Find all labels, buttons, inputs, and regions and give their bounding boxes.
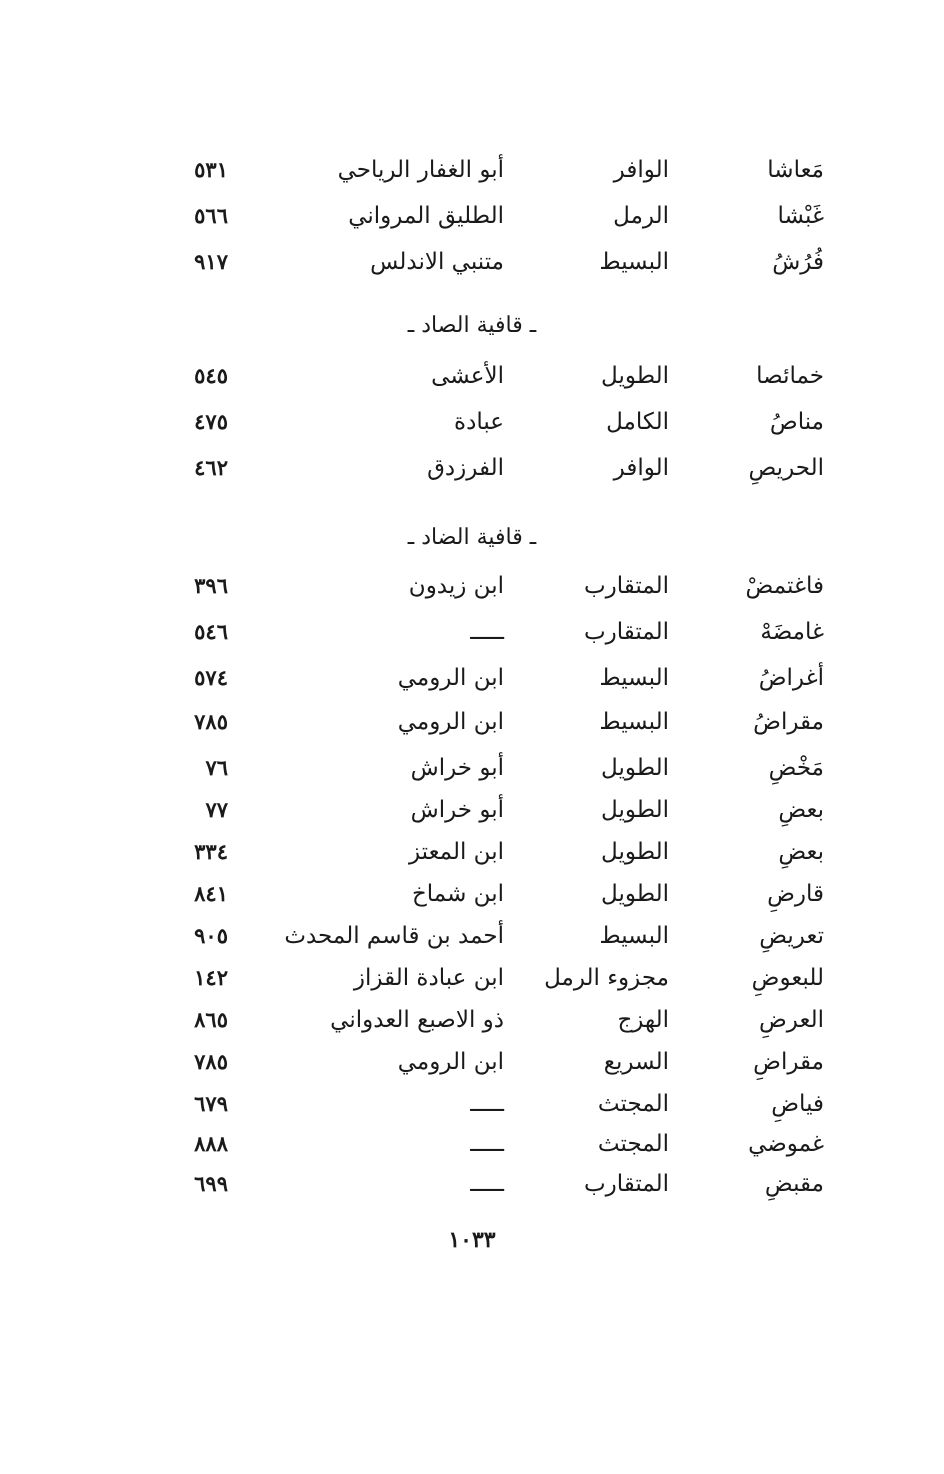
page-ref: ٧٦ (205, 755, 228, 780)
page-number: ١٠٣٣ (448, 1227, 496, 1253)
meter: الوافر (613, 157, 669, 183)
poet: عبادة (454, 409, 504, 435)
rhyme-word: بعضِ (778, 839, 824, 865)
table-row (0, 658, 944, 698)
poet: ابن الرومي (397, 665, 504, 691)
section-heading-sad: ـ قافية الصاد ـ (407, 313, 537, 338)
page-ref: ٩٠٥ (194, 923, 228, 948)
poet: ـــــ (470, 619, 504, 645)
table-row (0, 916, 944, 956)
page-ref: ٥٤٦ (194, 619, 228, 644)
table-row (0, 242, 944, 282)
meter: البسيط (599, 709, 669, 735)
poet: أبو الغفار الرياحي (337, 157, 504, 183)
page-ref: ٨٨٨ (194, 1131, 228, 1156)
rhyme-word: قارضِ (767, 881, 824, 907)
poet: ذو الاصبع العدواني (330, 1007, 504, 1033)
table-row (0, 748, 944, 788)
table-row (0, 1164, 944, 1204)
page-ref: ٥٦٦ (194, 203, 228, 228)
meter: الكامل (606, 409, 669, 435)
poet: متنبي الاندلس (370, 249, 504, 275)
poet: ـــــ (470, 1131, 504, 1157)
poet: أبو خراش (410, 797, 504, 823)
rhyme-word: غامضَهْ (760, 619, 824, 645)
meter: المتقارب (583, 1171, 669, 1197)
meter: الطويل (601, 797, 669, 823)
meter: الطويل (601, 881, 669, 907)
poet: ـــــ (470, 1091, 504, 1117)
page-ref: ٩١٧ (194, 249, 228, 274)
table-row (0, 1124, 944, 1164)
page-ref: ٨٦٥ (194, 1007, 228, 1032)
rhyme-word: فياضِ (771, 1091, 824, 1117)
page-ref: ٦٧٩ (194, 1091, 228, 1116)
table-row (0, 958, 944, 998)
rhyme-word: العرضِ (759, 1007, 824, 1033)
rhyme-word: مناصُ (769, 409, 824, 435)
meter: المجتث (597, 1131, 669, 1157)
table-row (0, 402, 944, 442)
meter: المتقارب (583, 573, 669, 599)
poet: ابن المعتز (408, 839, 504, 865)
page-ref: ٨٤١ (194, 881, 228, 906)
rhyme-word: فاغتمضْ (745, 573, 824, 599)
meter: الهزج (617, 1007, 669, 1033)
page-ref: ٣٩٦ (194, 573, 228, 598)
meter: المتقارب (583, 619, 669, 645)
poet: ابن شماخ (411, 881, 504, 907)
meter: الطويل (601, 839, 669, 865)
rhyme-word: غَبْشا (777, 203, 824, 229)
table-row (0, 356, 944, 396)
table-row (0, 612, 944, 652)
rhyme-word: أغراضُ (758, 665, 824, 691)
page-ref: ٥٧٤ (194, 665, 228, 690)
table-row (0, 1000, 944, 1040)
poet: ابن الرومي (397, 1049, 504, 1075)
table-row (0, 874, 944, 914)
page-ref: ٤٧٥ (194, 409, 228, 434)
meter: المجتث (597, 1091, 669, 1117)
rhyme-word: غموضي (748, 1131, 824, 1157)
page-ref: ٥٣١ (194, 157, 228, 182)
rhyme-word: بعضِ (778, 797, 824, 823)
table-row (0, 1084, 944, 1124)
meter: البسيط (599, 923, 669, 949)
meter: الطويل (601, 755, 669, 781)
meter: مجزوء الرمل (544, 965, 669, 991)
poet: الطليق المرواني (348, 203, 504, 229)
poet: ابن زيدون (408, 573, 504, 599)
rhyme-word: الحريصِ (748, 455, 824, 481)
rhyme-word: للبعوضِ (751, 965, 824, 991)
poet: أبو خراش (410, 755, 504, 781)
table-row (0, 702, 944, 742)
poet: ابن الرومي (397, 709, 504, 735)
page-ref: ٧٨٥ (194, 709, 228, 734)
meter: السريع (603, 1049, 669, 1075)
page-ref: ١٤٢ (194, 965, 228, 990)
poet: ـــــ (470, 1171, 504, 1197)
rhyme-word: مقراضِ (753, 1049, 824, 1075)
rhyme-word: مَخْضِ (768, 755, 824, 781)
meter: الطويل (601, 363, 669, 389)
rhyme-word: فُرُشُ (772, 249, 824, 275)
rhyme-word: خمائصا (756, 363, 824, 389)
rhyme-word: مقبضِ (764, 1171, 824, 1197)
rhyme-word: مَعاشا (767, 157, 824, 183)
page-ref: ٧٨٥ (194, 1049, 228, 1074)
rhyme-word: مقراضُ (753, 709, 824, 735)
page-ref: ٣٣٤ (194, 839, 228, 864)
poet: أحمد بن قاسم المحدث (284, 923, 504, 949)
table-row (0, 448, 944, 488)
rhyme-word: تعريضِ (759, 923, 824, 949)
table-row (0, 832, 944, 872)
page-ref: ٧٧ (205, 797, 228, 822)
meter: البسيط (599, 249, 669, 275)
poet: ابن عبادة القزاز (353, 965, 504, 991)
meter: الوافر (613, 455, 669, 481)
page-ref: ٥٤٥ (194, 363, 228, 388)
table-row (0, 790, 944, 830)
table-row (0, 566, 944, 606)
poet: الفرزدق (427, 455, 504, 481)
page-ref: ٦٩٩ (194, 1171, 228, 1196)
poet: الأعشى (431, 363, 504, 389)
table-row (0, 1042, 944, 1082)
table-row (0, 150, 944, 190)
meter: البسيط (599, 665, 669, 691)
table-row (0, 196, 944, 236)
meter: الرمل (613, 203, 669, 229)
page-ref: ٤٦٢ (194, 455, 228, 480)
section-heading-dad: ـ قافية الضاد ـ (407, 525, 537, 550)
